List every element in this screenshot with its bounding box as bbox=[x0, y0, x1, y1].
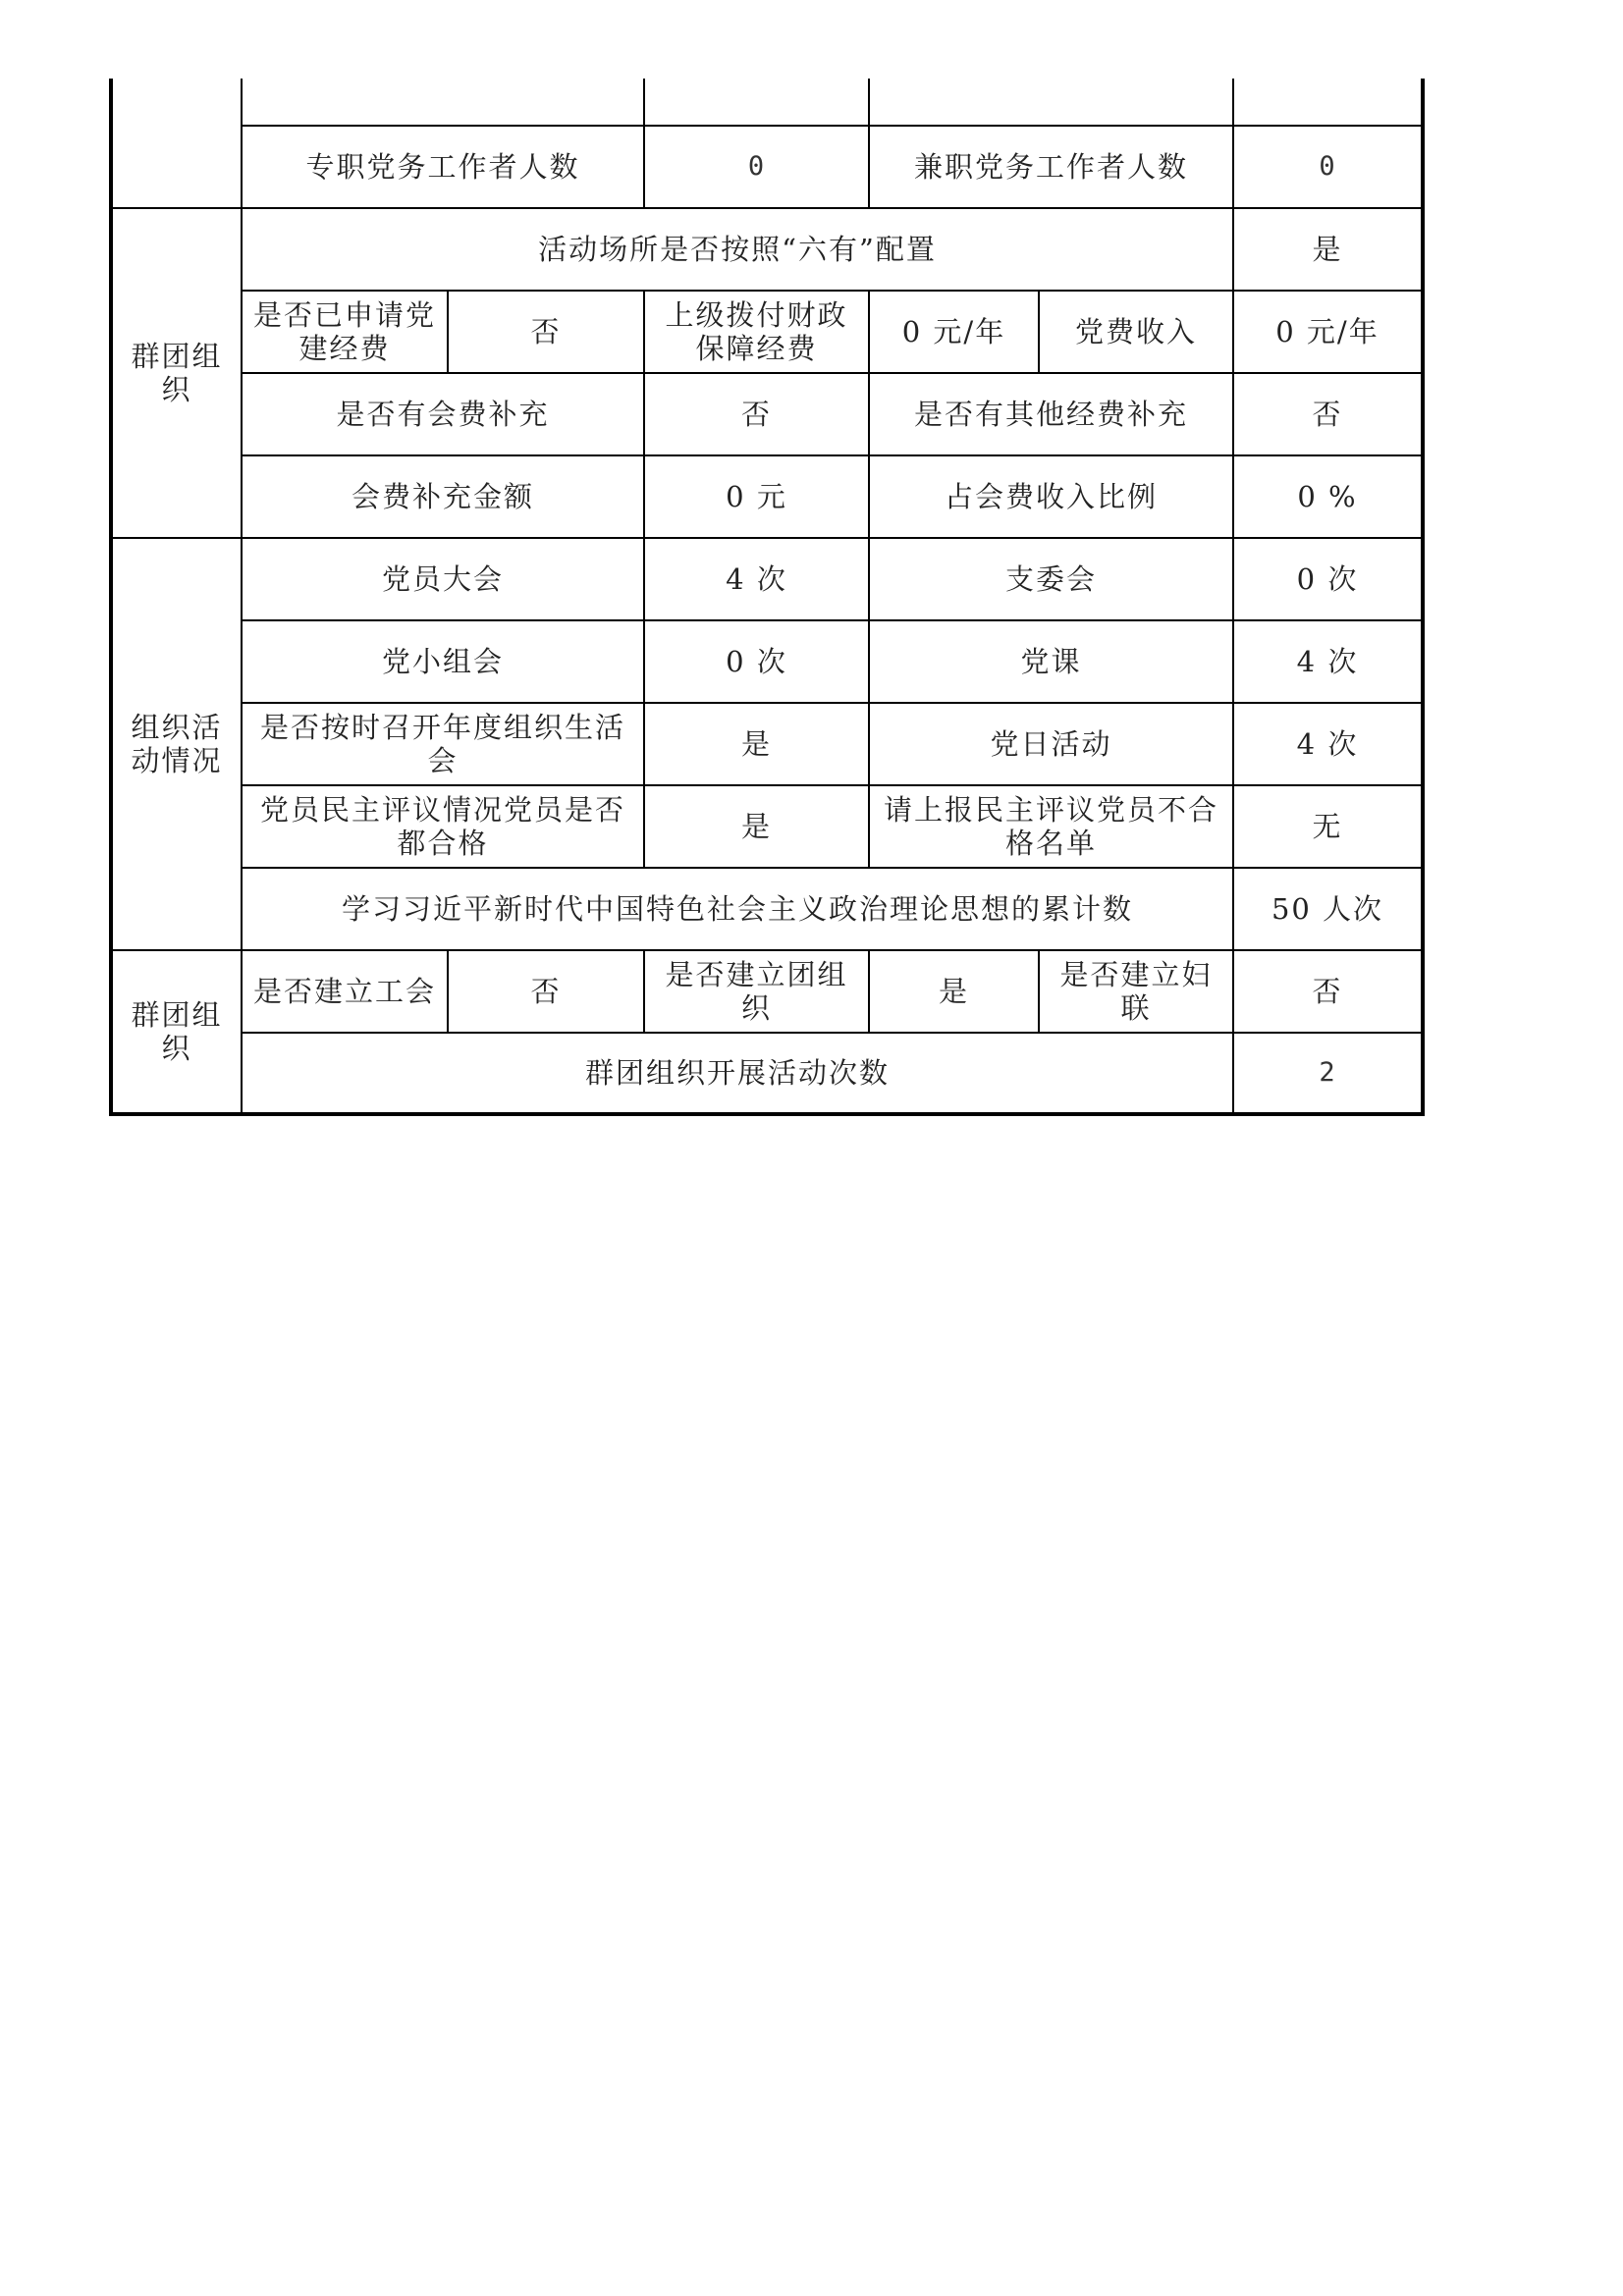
applied-funds-value: 否 bbox=[530, 315, 562, 348]
evaluation-value: 是 bbox=[740, 810, 772, 843]
other-funds-label: 是否有其他经费补充 bbox=[913, 398, 1188, 431]
fee-amount-value: 0 元 bbox=[726, 480, 787, 513]
unqualified-list-label: 请上报民主评议党员不合 格名单 bbox=[883, 793, 1218, 860]
applied-funds-label: 是否已申请党 建经费 bbox=[252, 298, 436, 365]
party-day-label: 党日活动 bbox=[990, 727, 1112, 761]
activity-count-value: 2 bbox=[1319, 1057, 1336, 1088]
women-fed-label: 是否建立妇 联 bbox=[1059, 958, 1213, 1025]
youth-league-value: 是 bbox=[938, 975, 969, 1008]
full-time-staff-label: 专职党务工作者人数 bbox=[305, 150, 580, 184]
full-time-staff-value: 0 bbox=[747, 151, 766, 182]
study-count-label: 学习习近平新时代中国特色社会主义政治理论思想的累计数 bbox=[341, 892, 1133, 926]
general-meeting-label: 党员大会 bbox=[381, 562, 504, 596]
activity-count-label: 群团组织开展活动次数 bbox=[584, 1056, 890, 1090]
other-funds-value: 否 bbox=[1312, 398, 1343, 431]
part-time-staff-label: 兼职党务工作者人数 bbox=[913, 150, 1188, 184]
youth-league-label: 是否建立团组 织 bbox=[665, 958, 848, 1025]
fee-amount-label: 会费补充金额 bbox=[351, 480, 534, 513]
group-meeting-value: 0 次 bbox=[726, 645, 787, 678]
trade-union-label: 是否建立工会 bbox=[252, 975, 436, 1008]
party-class-value: 4 次 bbox=[1296, 645, 1359, 678]
party-dues-value: 0 元/年 bbox=[1275, 315, 1380, 348]
fee-ratio-value: 0 % bbox=[1297, 480, 1358, 513]
party-day-value: 4 次 bbox=[1296, 727, 1359, 761]
union-fee-label: 是否有会费补充 bbox=[336, 398, 550, 431]
six-have-value: 是 bbox=[1312, 233, 1343, 266]
group-meeting-label: 党小组会 bbox=[381, 645, 504, 678]
unqualified-list-value: 无 bbox=[1312, 810, 1343, 843]
general-meeting-value: 4 次 bbox=[726, 562, 787, 596]
six-have-label: 活动场所是否按照“六有”配置 bbox=[538, 233, 937, 266]
annual-life-meeting-label: 是否按时召开年度组织生活 会 bbox=[259, 711, 625, 777]
allocated-funds-label: 上级拨付财政 保障经费 bbox=[665, 298, 848, 365]
section-header-qtzz-orgs: 群团组 织 bbox=[131, 998, 223, 1065]
trade-union-value: 否 bbox=[530, 975, 562, 1008]
women-fed-value: 否 bbox=[1312, 975, 1343, 1008]
section-header-qtzz-funds: 群团组 织 bbox=[131, 340, 223, 406]
allocated-funds-value: 0 元/年 bbox=[901, 315, 1006, 348]
branch-committee-value: 0 次 bbox=[1296, 562, 1359, 596]
part-time-staff-value: 0 bbox=[1319, 151, 1336, 182]
party-dues-label: 党费收入 bbox=[1074, 315, 1197, 348]
party-class-label: 党课 bbox=[1020, 645, 1082, 678]
union-fee-value: 否 bbox=[740, 398, 772, 431]
study-count-value: 50 人次 bbox=[1271, 892, 1384, 926]
evaluation-label: 党员民主评议情况党员是否 都合格 bbox=[259, 793, 625, 860]
annual-life-meeting-value: 是 bbox=[740, 727, 772, 761]
section-header-activity: 组织活 动情况 bbox=[131, 711, 223, 777]
branch-committee-label: 支委会 bbox=[1004, 562, 1097, 596]
fee-ratio-label: 占会费收入比例 bbox=[944, 480, 1158, 513]
